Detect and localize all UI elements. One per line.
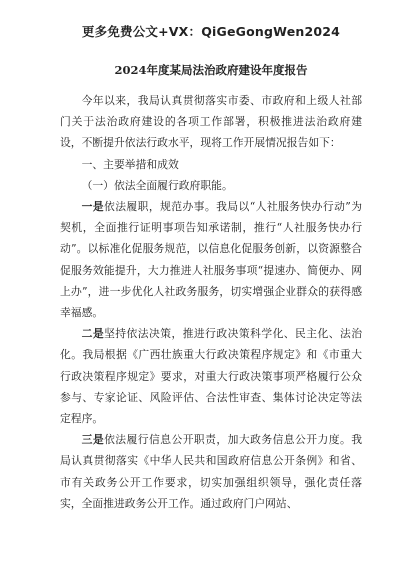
section-heading-1: 一、主要举措和成效 bbox=[81, 157, 179, 171]
paragraph-item-2 bbox=[60, 323, 362, 429]
paragraph-item-1-text: 依法履职，规范办事。我局以“人社服务快办行动”为契机，全面推行证明事项告知承诺制，推行“人社服务快办行动”。以标准化促服务规范，以信息化促服务创新，以资源整合促服务效能提升，大力推进人社服务事项“提速办、简便办、网上办”，进一步优化人社政务服务，切实增强企业群众的获得感幸福感。 bbox=[60, 200, 362, 320]
paragraph-item-3-lead: 三是 bbox=[81, 433, 105, 447]
paragraph-item-2-lead: 二是 bbox=[81, 327, 105, 341]
paragraph-item-1-lead: 一是 bbox=[81, 200, 105, 214]
subsection-heading-1: （一）依法全面履行政府职能。 bbox=[81, 178, 233, 192]
intro-paragraph: 今年以来，我局认真贯彻落实市委、市政府和上级人社部门关于法治政府建设的各项工作部署，积极推进法治政府建设，不断提升依法行政水平，现将工作开展情况报告如下： bbox=[60, 94, 362, 150]
document-title: 2024年度某局法治政府建设年度报告 bbox=[114, 63, 308, 77]
paragraph-item-1 bbox=[60, 196, 362, 323]
paragraph-item-3 bbox=[60, 429, 362, 514]
paragraph-item-3-text: 依法履行信息公开职责，加大政务信息公开力度。我局认真贯彻落实《中华人民共和国政府信息公开条例》和省、市有关政务公开工作要求，切实加强组织领导，强化责任落实，全面推进政务公开工作。通过政府门户网站、 bbox=[60, 433, 362, 510]
paragraph-item-2-text: 坚持依法决策，推进行政决策科学化、民主化、法治化。我局根据《广西壮族重大行政决策程序规定》和《市重大行政决策程序规定》要求，对重大行政决策事项严格履行公众参与、专家论证、风险评估、合法性审查、集体讨论决定等法定程序。 bbox=[60, 327, 362, 426]
watermark-header: 更多免费公文+VX：QiGeGongWen2024 bbox=[81, 24, 341, 39]
